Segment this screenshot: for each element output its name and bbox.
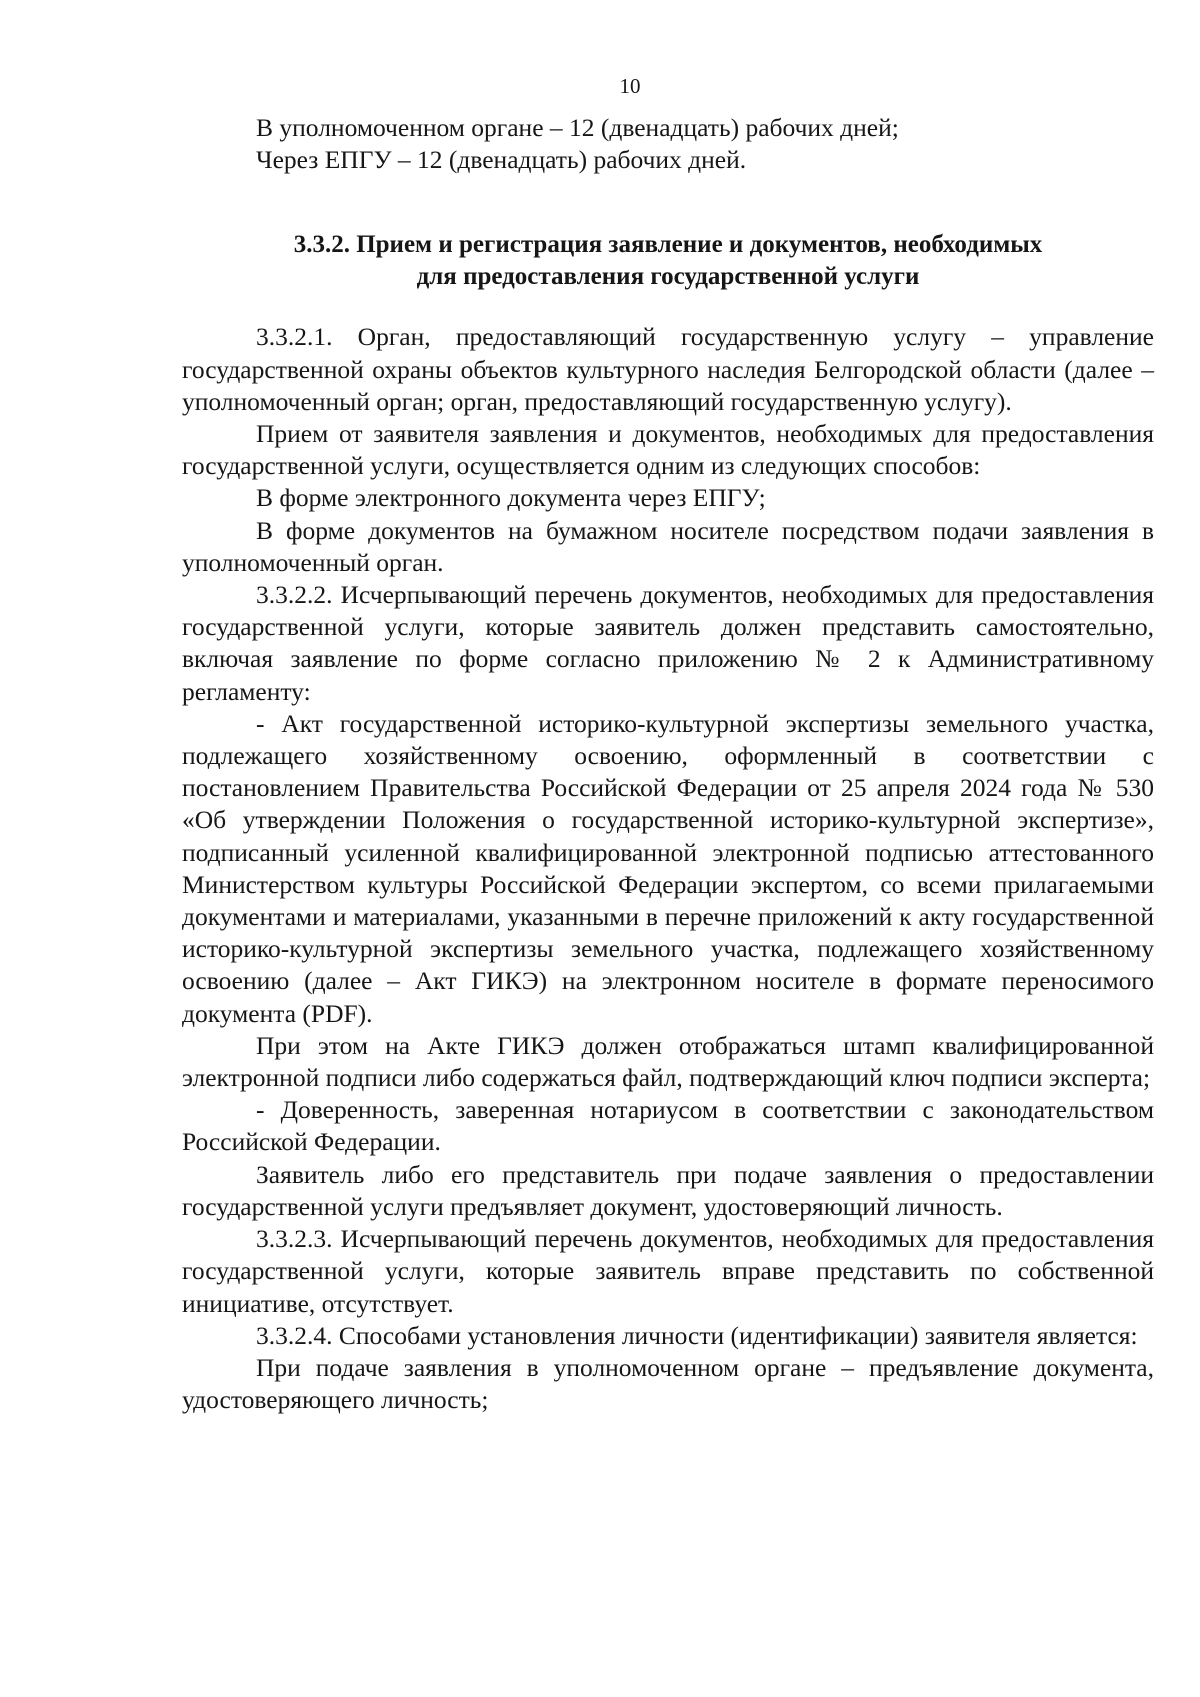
line-epgu-term: Через ЕПГУ – 12 (двенадцать) рабочих дней. [256,145,747,175]
heading-line-1: 3.3.2. Прием и регистрация заявление и документов, необходимых [293,231,1043,259]
paragraph-3-3-2-2: 3.3.2.2. Исчерпывающий перечень документов, необходимых для предоставления государственной услуги, которые заявитель должен представить самостоятельно, включая заявление по форме согласно приложению № 2 к Административному регламенту: [182,580,1154,706]
paragraph-identification-in-office: При подаче заявления в уполномоченном органе – предъявление документа, удостоверяющего личность; [182,1352,1154,1415]
paragraph-method-paper: В форме документов на бумажном носителе посредством подачи заявления в уполномоченный орган. [182,515,1154,577]
paragraph-method-electronic: В форме электронного документа через ЕПГУ; [256,483,766,513]
paragraph-stamp-note: При этом на Акте ГИКЭ должен отображаться штамп квалифицированной электронной подписи либо содержаться файл, подтверждающий ключ подписи эксперта; [182,1030,1154,1093]
paragraph-3-3-2-3: 3.3.2.3. Исчерпывающий перечень документов, необходимых для предоставления государственной услуги, которые заявитель вправе представить по собственной инициативе, отсутствует. [182,1224,1154,1318]
paragraph-identity-document: Заявитель либо его представитель при подаче заявления о предоставлении государственной услуги предъявляет документ, удостоверяющий личность. [182,1159,1154,1221]
line-authority-term: В уполномоченном органе – 12 (двенадцать) рабочих дней; [256,113,899,142]
paragraph-power-of-attorney: - Доверенность, заверенная нотариусом в соответствии с законодательством Российской Федерации. [182,1095,1154,1157]
section-heading [182,229,1154,293]
paragraph-3-3-2-4: 3.3.2.4. Способами установления личности (идентификации) заявителя является: [256,1320,1138,1350]
paragraph-3-3-2-1: 3.3.2.1. Орган, предоставляющий государственную услугу – управление государственной охраны объектов культурного наследия Белгородской области (далее – уполномоченный орган; орган, предоставляющий государственную услугу). [182,322,1154,416]
heading-line-2: для предоставления государственной услуги [416,263,920,291]
paragraph-reception-methods: Прием от заявителя заявления и документов, необходимых для предоставления государственной услуги, осуществляется одним из следующих способов: [182,419,1154,481]
document-body [182,112,1154,1416]
paragraph-act-gike: - Акт государственной историко-культурной экспертизы земельного участка, подлежащего хозяйственному освоению, оформленный в соответствии с постановлением Правительства Российской Федерации от 25 апреля 2024 года № 530 «Об утверждении Положения о государственной историко-культурной экспертизе», подписанный усиленной квалифицированной электронной подписью аттестованного Министерством культуры Российской Федерации экспертом, со всеми прилагаемыми документами и материалами, указанными в перечне приложений к акту государственной историко-культурной экспертизы земельного участка, подлежащего хозяйственному освоению (далее – Акт ГИКЭ) на электронном носителе в формате переносимого документа (PDF). [182,708,1154,1028]
page-number: 10 [619,74,641,98]
